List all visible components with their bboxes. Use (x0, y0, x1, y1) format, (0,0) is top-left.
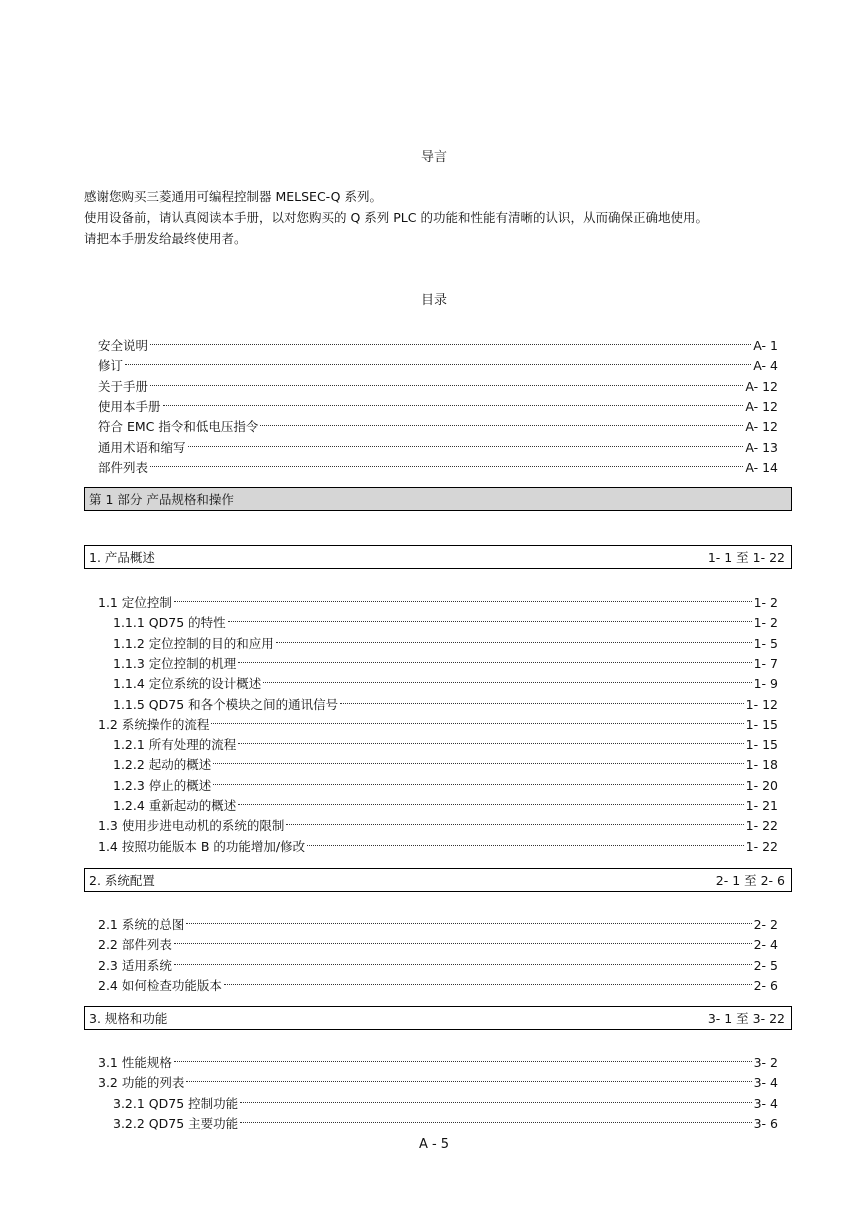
toc-entry[interactable] (98, 929, 778, 953)
toc-entry[interactable] (113, 1088, 778, 1111)
toc-entry[interactable] (98, 909, 778, 932)
dot-leader (240, 1108, 751, 1128)
toc-entry-page: 2- 5 (753, 957, 778, 973)
toc-entry-label: 1.2.3 停止的概述 (113, 777, 212, 793)
dot-leader (224, 970, 752, 990)
toc-entry-page: A- 14 (745, 459, 778, 475)
toc-entry-page: 1- 9 (753, 676, 778, 692)
toc-entry-label: 3.1 性能规格 (98, 1055, 172, 1070)
toc-entry-page: 2- 6 (753, 977, 778, 993)
toc-entry-page: A- 13 (745, 439, 778, 455)
toc-entry[interactable] (98, 350, 778, 374)
chapter-title: 2. 系统配置 (89, 873, 155, 888)
toc-entry[interactable] (98, 810, 778, 834)
toc-entry-page: 1- 20 (745, 777, 778, 793)
dot-leader (186, 909, 751, 929)
toc-entry-page: A- 12 (745, 419, 778, 435)
toc-entry-page: 1- 22 (745, 838, 778, 854)
chapter3-header (84, 1006, 792, 1030)
toc-entry-label: 2.3 适用系统 (98, 957, 172, 973)
dot-leader (213, 770, 743, 790)
toc-entry[interactable] (98, 1067, 778, 1091)
toc-entry-label: 1.1.4 定位系统的设计概述 (113, 676, 262, 692)
toc-entry[interactable] (113, 668, 778, 692)
toc-entry-label: 关于手册 (98, 378, 149, 394)
dot-leader (174, 1047, 752, 1067)
chapter-title: 3. 规格和功能 (89, 1011, 168, 1026)
toc-entry-label: 1.4 按照功能版本 B 的功能增加/修改 (98, 838, 306, 854)
toc-entry-label: 1.1.1 QD75 的特性 (113, 615, 226, 631)
toc-entry[interactable] (98, 452, 778, 475)
toc-entry-page: 3- 6 (753, 1115, 778, 1131)
dot-leader (188, 432, 744, 452)
toc-entry-label: 2.1 系统的总图 (98, 917, 185, 932)
dot-leader (125, 350, 751, 370)
toc-entry-page: A- 4 (753, 358, 778, 374)
dot-leader (307, 831, 744, 851)
intro-paragraph: 使用设备前，请认真阅读本手册，以对您购买的 Q 系列 PLC 的功能和性能有清晰的认识，从而确保正确地使用。 (84, 210, 708, 225)
intro-title: 导言 (420, 150, 447, 165)
chapter1-header (84, 545, 792, 569)
dot-leader (263, 668, 751, 688)
toc-entry[interactable] (113, 729, 778, 753)
toc-entry[interactable] (98, 950, 778, 973)
toc-entry-label: 部件列表 (98, 459, 149, 475)
dot-leader (174, 587, 752, 607)
toc-entry-page: 3- 2 (753, 1055, 778, 1070)
part1-header (84, 487, 792, 511)
toc-entry-page: 3- 4 (753, 1095, 778, 1111)
toc-entry-page: 1- 7 (753, 655, 778, 671)
toc-entry[interactable] (113, 749, 778, 773)
toc-entry[interactable] (98, 709, 778, 732)
toc-entry-page: 1- 21 (745, 798, 778, 813)
toc-entry-label: 修订 (98, 358, 124, 374)
toc-entry-label: 3.2 功能的列表 (98, 1075, 185, 1091)
toc-entry-page: 3- 4 (753, 1075, 778, 1091)
dot-leader (150, 371, 743, 391)
toc-entry[interactable] (113, 689, 778, 712)
toc-entry-label: 1.1.5 QD75 和各个模块之间的通讯信号 (113, 696, 339, 712)
toc-entry-page: 1- 18 (745, 757, 778, 773)
toc-entry-label: 3.2.2 QD75 主要功能 (113, 1115, 239, 1131)
toc-entry-page: 1- 22 (745, 818, 778, 834)
dot-leader (174, 929, 752, 949)
toc-entry[interactable] (98, 371, 778, 394)
dot-leader (340, 689, 744, 709)
dot-leader (228, 607, 752, 627)
toc-entry[interactable] (98, 970, 778, 993)
dot-leader (276, 628, 752, 648)
toc-title: 目录 (420, 293, 447, 308)
intro-text (84, 186, 784, 249)
chapter-page-range: 3- 1 至 3- 22 (707, 1011, 785, 1026)
dot-leader (260, 411, 743, 431)
toc-entry[interactable] (98, 391, 778, 414)
toc-entry-page: 1- 5 (753, 635, 778, 651)
toc-entry-label: 1.2.2 起动的概述 (113, 757, 212, 773)
toc-entry[interactable] (98, 330, 778, 353)
chapter2-header (84, 868, 792, 892)
toc-entry-page: 1- 2 (753, 595, 778, 610)
toc-entry[interactable] (113, 628, 778, 651)
toc-entry-page: 1- 12 (745, 696, 778, 712)
toc-entry-page: A- 12 (745, 398, 778, 414)
toc-entry[interactable] (98, 587, 778, 610)
toc-entry-label: 1.1 定位控制 (98, 595, 172, 610)
toc-entry-page: 1- 2 (753, 615, 778, 631)
toc-entry-page: 2- 2 (753, 917, 778, 932)
dot-leader (150, 452, 743, 472)
dot-leader (286, 810, 743, 830)
chapter-page-range: 1- 1 至 1- 22 (707, 550, 785, 565)
toc-entry-label: 使用本手册 (98, 398, 161, 414)
toc-entry-page: 2- 4 (753, 937, 778, 953)
toc-entry-page: 1- 15 (745, 737, 778, 753)
toc-entry-label: 1.2.4 重新起动的概述 (113, 798, 237, 813)
part1-title: 第 1 部分 产品规格和操作 (89, 492, 234, 507)
dot-leader (213, 749, 743, 769)
dot-leader (150, 330, 751, 350)
toc-entry-label: 2.2 部件列表 (98, 937, 172, 953)
toc-entry-label: 2.4 如何检查功能版本 (98, 977, 222, 993)
dot-leader (238, 648, 751, 668)
toc-entry[interactable] (98, 831, 778, 854)
chapter-title: 1. 产品概述 (89, 550, 155, 565)
toc-entry[interactable] (98, 432, 778, 455)
intro-paragraph: 请把本手册发给最终使用者。 (84, 231, 247, 246)
chapter-page-range: 2- 1 至 2- 6 (715, 873, 785, 888)
dot-leader (240, 1088, 751, 1108)
toc-entry[interactable] (113, 790, 778, 813)
dot-leader (238, 790, 743, 810)
toc-entry-page: A- 12 (745, 378, 778, 394)
page-number: A - 5 (418, 1137, 450, 1152)
toc-entry[interactable] (113, 1108, 778, 1131)
toc-entry-label: 1.2 系统操作的流程 (98, 716, 210, 732)
intro-paragraph: 感谢您购买三菱通用可编程控制器 MELSEC-Q 系列。 (84, 189, 382, 204)
dot-leader (186, 1067, 751, 1087)
toc-entry-label: 1.2.1 所有处理的流程 (113, 737, 237, 753)
dot-leader (211, 709, 743, 729)
toc-entry-label: 符合 EMC 指令和低电压指令 (98, 419, 259, 435)
toc-entry-page: 1- 15 (745, 716, 778, 732)
dot-leader (163, 391, 744, 411)
toc-entry-label: 3.2.1 QD75 控制功能 (113, 1095, 239, 1111)
toc-entry-label: 1.1.2 定位控制的目的和应用 (113, 635, 274, 651)
toc-entry[interactable] (113, 648, 778, 671)
toc-entry-label: 通用术语和缩写 (98, 439, 186, 455)
toc-entry-label: 1.3 使用步进电动机的系统的限制 (98, 818, 285, 834)
toc-entry-label: 1.1.3 定位控制的机理 (113, 655, 237, 671)
toc-entry[interactable] (98, 1047, 778, 1070)
toc-entry[interactable] (98, 411, 778, 435)
toc-entry-label: 安全说明 (98, 338, 149, 353)
toc-entry[interactable] (113, 607, 778, 631)
dot-leader (238, 729, 743, 749)
dot-leader (174, 950, 752, 970)
toc-entry[interactable] (113, 770, 778, 793)
toc-entry-page: A- 1 (753, 338, 778, 353)
